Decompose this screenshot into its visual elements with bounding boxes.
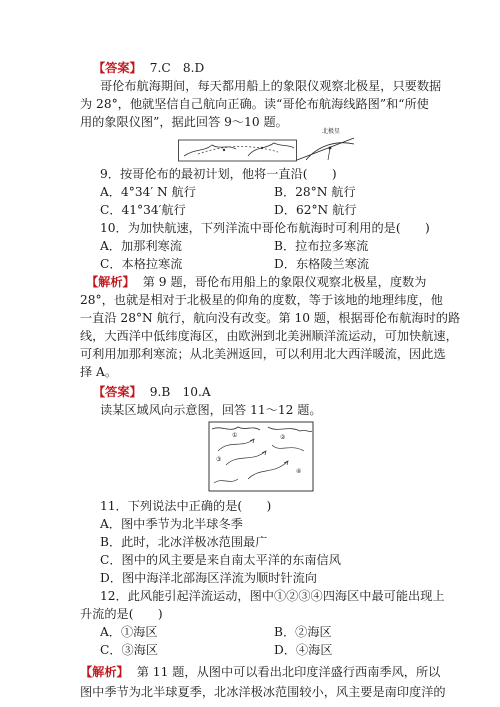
explain-tag: 【解析】 [86, 275, 135, 289]
q9-stem: 9．按哥伦布的最初计划，他将一直沿( ) [100, 167, 337, 181]
explain2-line-2: 图中季节为北半球夏季，北冰洋极冰范围较小，风主要是南印度洋的 [80, 685, 446, 699]
q12-stem-1: 12．此风能引起洋流运动，图中①②③④四海区中最可能出现上 [100, 589, 445, 603]
svg-text:①: ① [232, 432, 238, 439]
answer-text: 7.C 8.D [149, 61, 205, 75]
svg-text:④: ④ [296, 468, 302, 475]
q11-option-d: D．图中海洋北部海区洋流为顺时针流向 [100, 571, 317, 585]
answer-line-7-8 [93, 60, 443, 77]
q12-option-c: C．③海区 [100, 643, 159, 657]
answer-tag-2: 【答案】 [93, 385, 142, 399]
q11-option-a: A．图中季节为北半球冬季 [100, 517, 243, 531]
q11-stem: 11．下列说法中正确的是( ) [100, 499, 272, 513]
answer-line-9-10 [93, 384, 443, 401]
explain2-text-1: 第 11 题，从图中可以看出北印度洋盛行西南季风，所以 [136, 665, 441, 679]
explain1-line-1 [86, 274, 436, 291]
intro-line-3: 用的象限仪图”，据此回答 9～10 题。 [80, 115, 288, 129]
q12-option-d: D．④海区 [274, 643, 333, 657]
explain1-line-6: 择 A。 [80, 365, 118, 379]
q9-option-c: C．41°34′航行 [100, 203, 186, 217]
answer-text-2: 9.B 10.A [149, 385, 211, 399]
answer-tag: 【答案】 [93, 61, 142, 75]
intro-line-2: 为 28°，他就坚信自己航向正确。读“哥伦布航海线路图”和“所使 [80, 97, 429, 111]
q10-option-c: C．本格拉寒流 [100, 257, 183, 271]
explain1-line-2: 28°，也就是相对于北极星的仰角的度数，等于该地的地理纬度，他 [80, 293, 443, 307]
q11-option-b: B．此时，北冰洋极冰范围最广 [100, 535, 268, 549]
polaris-label: 北极星 [322, 128, 341, 135]
explain1-line-4: 线，大西洋中低纬度海区，由欧洲到北美洲顺洋流运动，可加快航速， [80, 329, 458, 343]
columbus-route-figure [178, 128, 358, 162]
q12-option-b: B．②海区 [274, 625, 332, 639]
q12-stem-2: 升流的是( ) [80, 607, 163, 621]
q10-stem: 10．为加快航速，下列洋流中哥伦布航海时可利用的是( ) [100, 221, 430, 235]
wind-direction-map [208, 421, 316, 493]
explain-tag-2: 【解析】 [80, 665, 129, 679]
explain1-line-3: 一直沿 28°N 航行，航向没有改变。第 10 题，根据哥伦布航海时的路 [80, 311, 461, 325]
q9-option-b: B．28°N 航行 [274, 185, 356, 199]
q10-option-b: B．拉布拉多寒流 [274, 239, 369, 253]
svg-text:②: ② [280, 434, 286, 441]
intro2-line: 读某区域风向示意图，回答 11～12 题。 [100, 403, 322, 417]
q10-option-a: A．加那利寒流 [100, 239, 182, 253]
q11-option-c: C．图中的风主要是来自南太平洋的东南信风 [100, 553, 341, 567]
q10-option-d: D．东格陵兰寒流 [274, 257, 370, 271]
explain1-line-5: 可利用加那利寒流；从北美洲返回，可以利用北大西洋暖流，因此选 [80, 347, 446, 361]
q9-option-a: A．4°34′ N 航行 [100, 185, 196, 199]
explain2-line-1 [80, 664, 441, 681]
svg-text:③: ③ [216, 456, 222, 463]
q12-option-a: A．①海区 [100, 625, 158, 639]
explain1-text-1: 第 9 题，哥伦布用船上的象限仪观察北极星，度数为 [142, 275, 427, 289]
intro-line-1: 哥伦布航海期间，每天都用船上的象限仪观察北极星，只要数据 [100, 79, 442, 93]
q9-option-d: D．62°N 航行 [274, 203, 357, 217]
